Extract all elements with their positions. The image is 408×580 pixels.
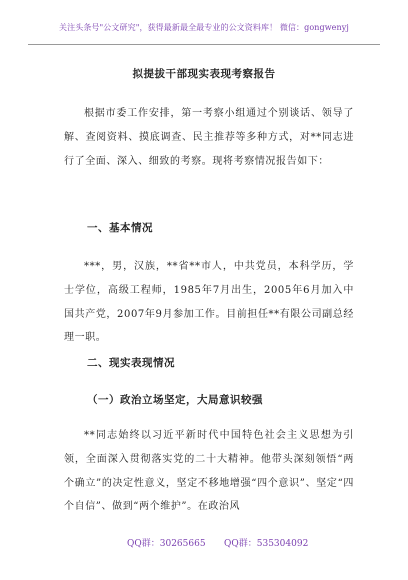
footer-qq-group-2: QQ群：535304092 — [224, 539, 309, 549]
political-stance-paragraph: **同志始终以习近平新时代中国特色社会主义思想为引领，全面深入贯彻落实党的二十大精神。他带头深刻领悟“两个确立”的决定性意义，坚定不移地增强“四个意识”、坚定“四个自信”、做到“两个维护”。在政治风 — [64, 430, 354, 513]
subsection-heading-political-stance: （一）政治立场坚定，大局意识较强 — [87, 394, 263, 406]
header-note: 关注头条号"公文研究"，获得最新最全最专业的公文资料库！ 微信：gongwenyj — [59, 23, 349, 32]
section-heading-basic-info: 一、基本情况 — [87, 222, 153, 234]
intro-paragraph: 根据市委工作安排，第一考察小组通过个别谈话、领导了解、查阅资料、摸底调查、民主推荐等多种方式，对**同志进行了全面、深入、细致的考察。现将考察情况报告如下： — [64, 108, 354, 167]
footer-qq-group-1: QQ群：30265665 — [127, 539, 206, 549]
section-heading-performance: 二、现实表现情况 — [87, 357, 175, 369]
basic-info-paragraph: ***，男，汉族，**省**市人，中共党员，本科学历，学士学位，高级工程师，1985年7月出生，2005年6月加入中国共产党，2007年9月参加工作。目前担任**有限公司副总经理一职。 — [64, 261, 354, 344]
header-divider — [28, 44, 380, 45]
document-title: 拟提拔干部现实表现考察报告 — [132, 68, 276, 80]
